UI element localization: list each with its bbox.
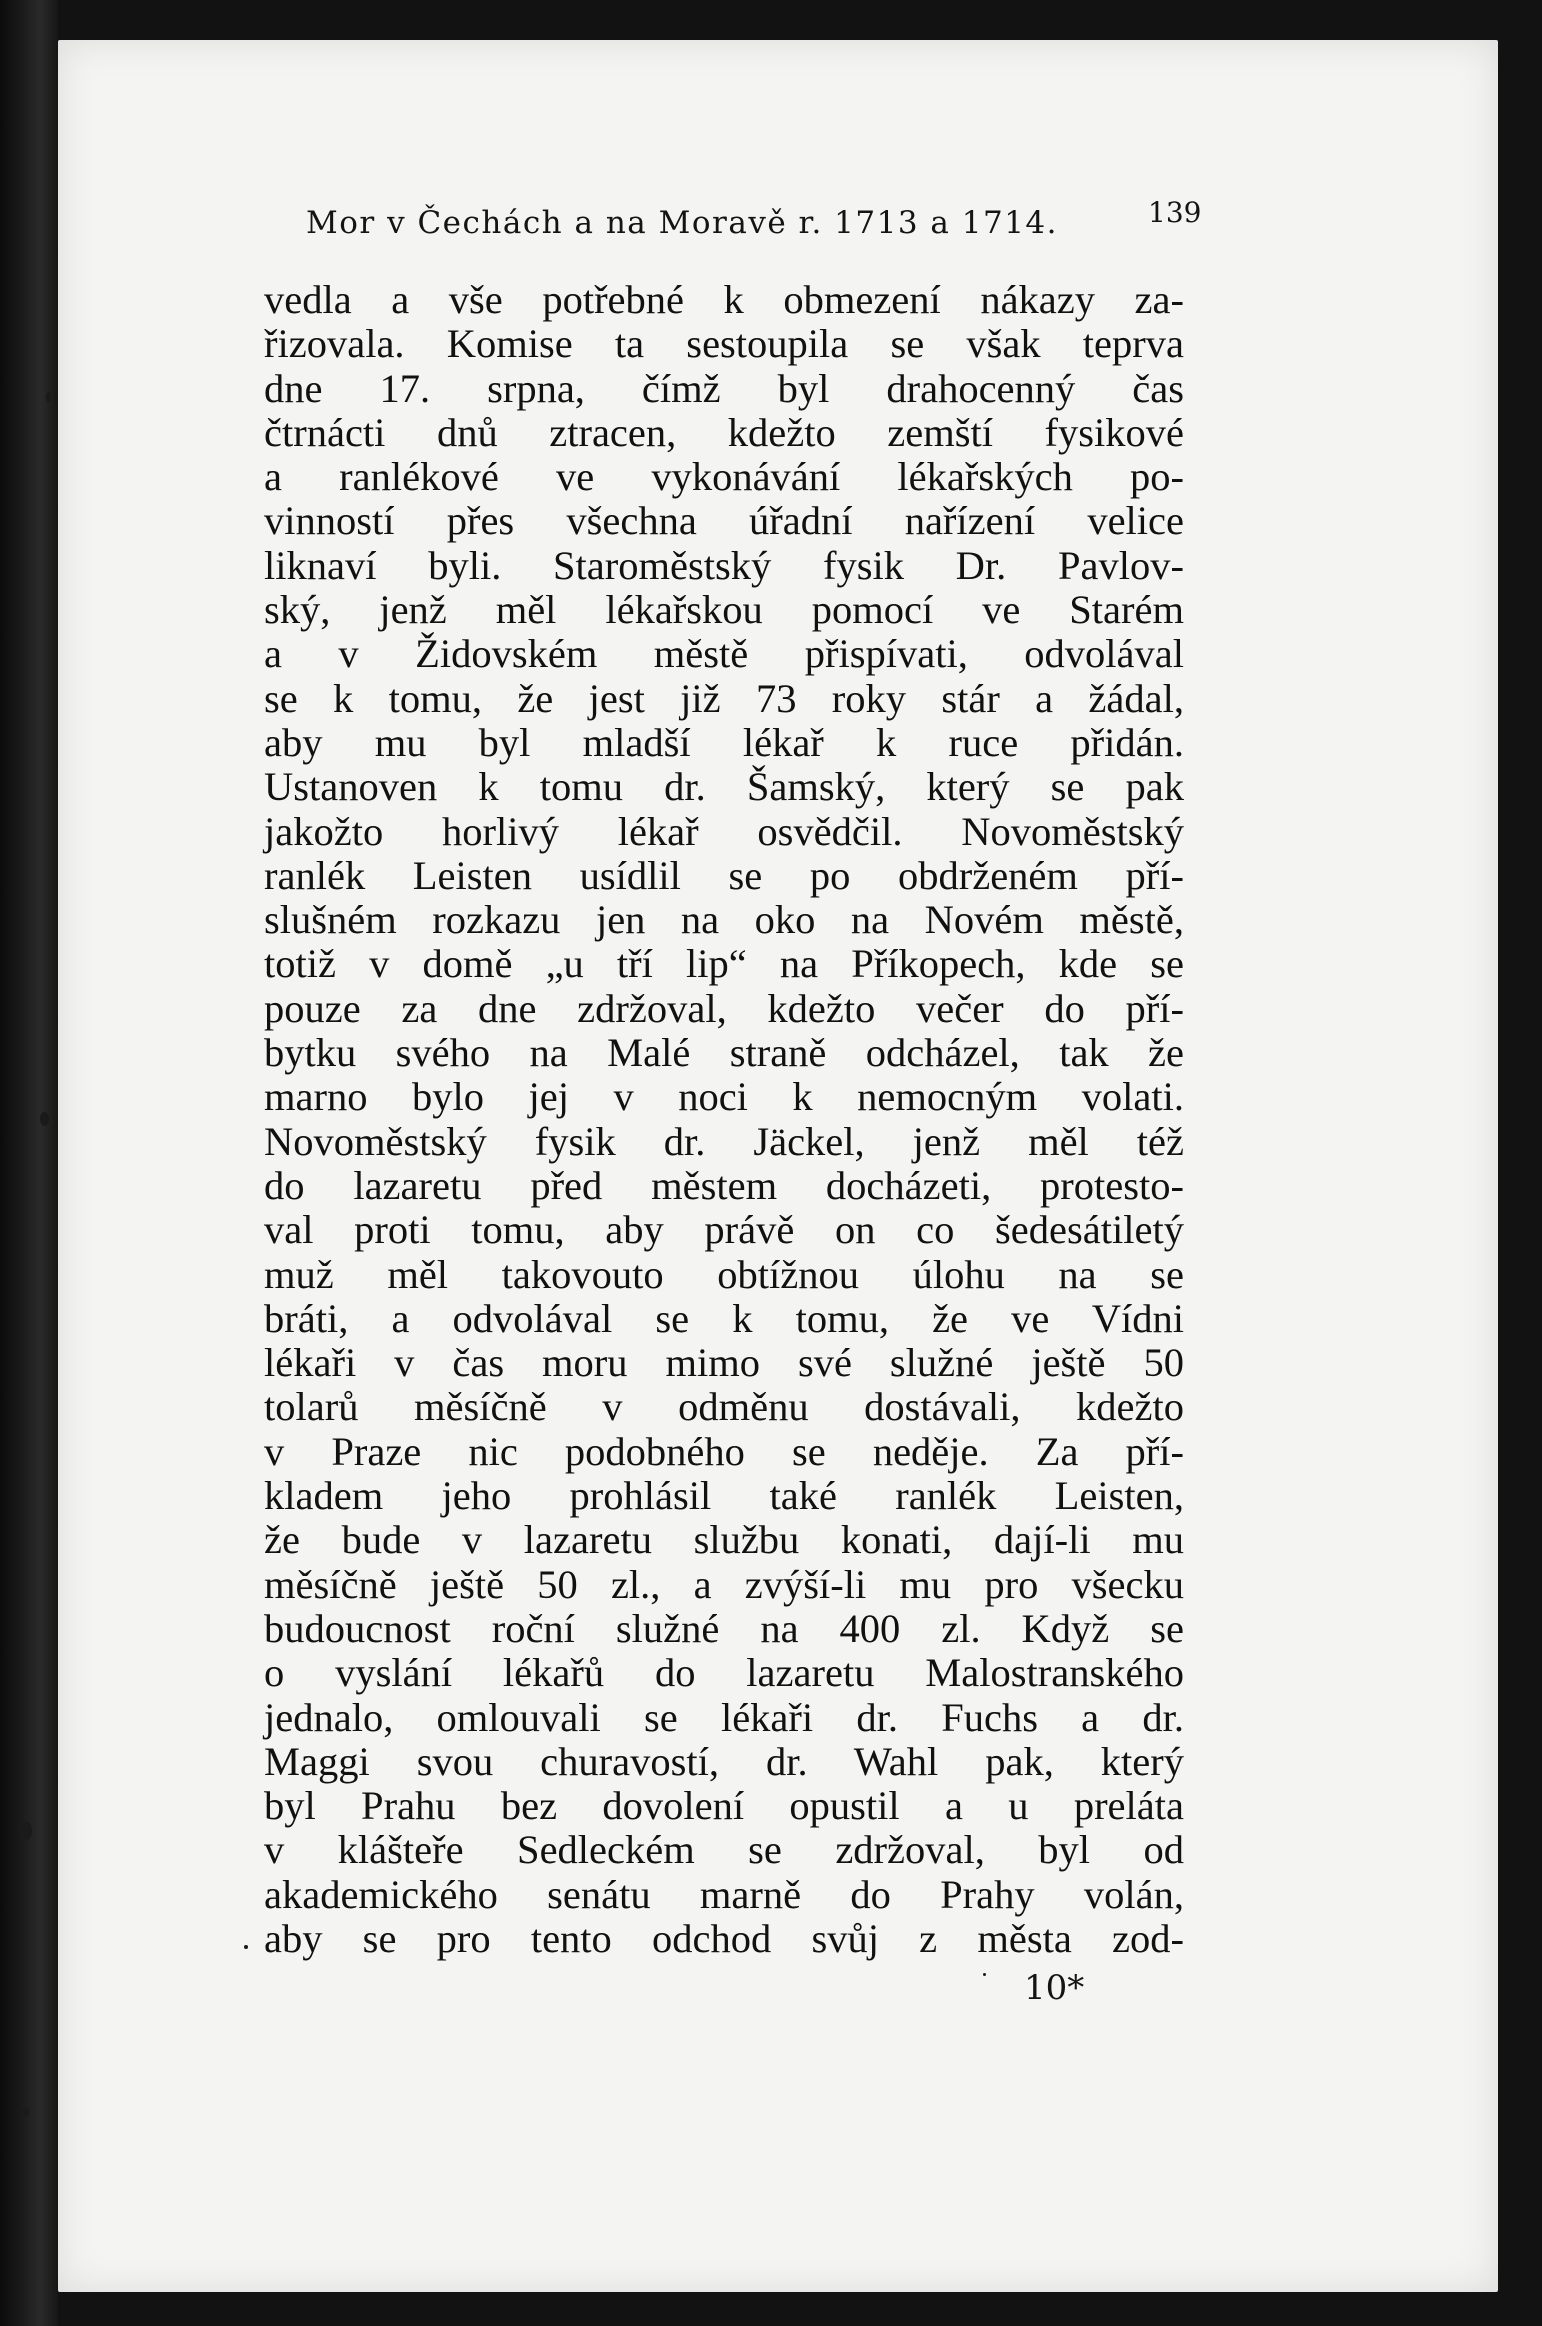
signature-mark: 10* (1024, 1968, 1085, 2008)
text-line: a v Židovském městě přispívati, odvolával (264, 631, 1184, 677)
text-line: měsíčně ještě 50 zl., a zvýší-li mu pro všecku (264, 1561, 1184, 1607)
text-line: slušném rozkazu jen na oko na Novém městě, (264, 897, 1184, 943)
dust-speck (20, 2108, 29, 2117)
binding-edge (0, 0, 58, 2326)
text-line: bráti, a odvolával se k tomu, že ve Vídni (264, 1295, 1184, 1341)
text-line: muž měl takovouto obtížnou úlohu na se (264, 1251, 1184, 1297)
text-line: o vyslání lékařů do lazaretu Malostranského (264, 1650, 1184, 1696)
text-line: ranlék Leisten usídlil se po obdrženém pří- (264, 852, 1184, 898)
text-line: jednalo, omlouvali se lékaři dr. Fuchs a dr. (264, 1694, 1184, 1740)
body-text (264, 278, 1184, 1961)
dust-speck (46, 392, 51, 402)
text-line: čtrnácti dnů ztracen, kdežto zemští fysikové (264, 409, 1184, 455)
text-line: Maggi svou churavostí, dr. Wahl pak, který (264, 1738, 1184, 1784)
text-line: totiž v domě „u tří lip“ na Příkopech, kde se (264, 941, 1184, 987)
text-line: aby mu byl mladší lékař k ruce přidán. (264, 719, 1184, 765)
text-line: byl Prahu bez dovolení opustil a u preláta (264, 1783, 1184, 1829)
text-line: v Praze nic podobného se neděje. Za pří- (264, 1428, 1184, 1474)
text-line: budoucnost roční služné na 400 zl. Když se (264, 1605, 1184, 1651)
dust-speck (244, 1945, 248, 1949)
page-number: 139 (1148, 196, 1202, 229)
dust-speck (40, 1112, 49, 1126)
text-line: se k tomu, že jest již 73 roky stár a žádal, (264, 675, 1184, 721)
running-head: Mor v Čechách a na Moravě r. 1713 a 1714. (306, 205, 1059, 241)
text-line: jakožto horlivý lékař osvědčil. Novoměstský (264, 808, 1184, 854)
text-line: řizovala. Komise ta sestoupila se však teprva (264, 321, 1184, 367)
text-line: do lazaretu před městem docházeti, protesto- (264, 1162, 1184, 1208)
text-line: liknaví byli. Staroměstský fysik Dr. Pavlov- (264, 542, 1184, 588)
text-line: že bude v lazaretu službu konati, dají-li mu (264, 1517, 1184, 1563)
text-line: Novoměstský fysik dr. Jäckel, jenž měl též (264, 1118, 1184, 1164)
text-line: v klášteře Sedleckém se zdržoval, byl od (264, 1827, 1184, 1873)
text-line: akademického senátu marně do Prahy volán, (264, 1871, 1184, 1917)
text-line: lékaři v čas moru mimo své služné ještě 50 (264, 1340, 1184, 1386)
text-line: vedla a vše potřebné k obmezení nákazy za- (264, 277, 1184, 322)
text-line: dne 17. srpna, čímž byl drahocenný čas (264, 365, 1184, 411)
text-line: aby se pro tento odchod svůj z města zod- (264, 1915, 1184, 1961)
text-line: val proti tomu, aby právě on co šedesátiletý (264, 1207, 1184, 1253)
text-line: tolarů měsíčně v odměnu dostávali, kdežto (264, 1384, 1184, 1430)
text-line: bytku svého na Malé straně odcházel, tak že (264, 1030, 1184, 1076)
dust-speck (983, 1973, 986, 1976)
text-line: ský, jenž měl lékařskou pomocí ve Starém (264, 587, 1184, 633)
text-line: pouze za dne zdržoval, kdežto večer do pří- (264, 985, 1184, 1031)
text-line: vinností přes všechna úřadní nařízení velice (264, 498, 1184, 544)
text-line: a ranlékové ve vykonávání lékařských po- (264, 454, 1184, 500)
dust-speck (22, 1822, 32, 1840)
text-line: kladem jeho prohlásil také ranlék Leisten, (264, 1473, 1184, 1519)
text-line: marno bylo jej v noci k nemocným volati. (264, 1074, 1184, 1120)
text-line: Ustanoven k tomu dr. Šamský, který se pak (264, 764, 1184, 810)
